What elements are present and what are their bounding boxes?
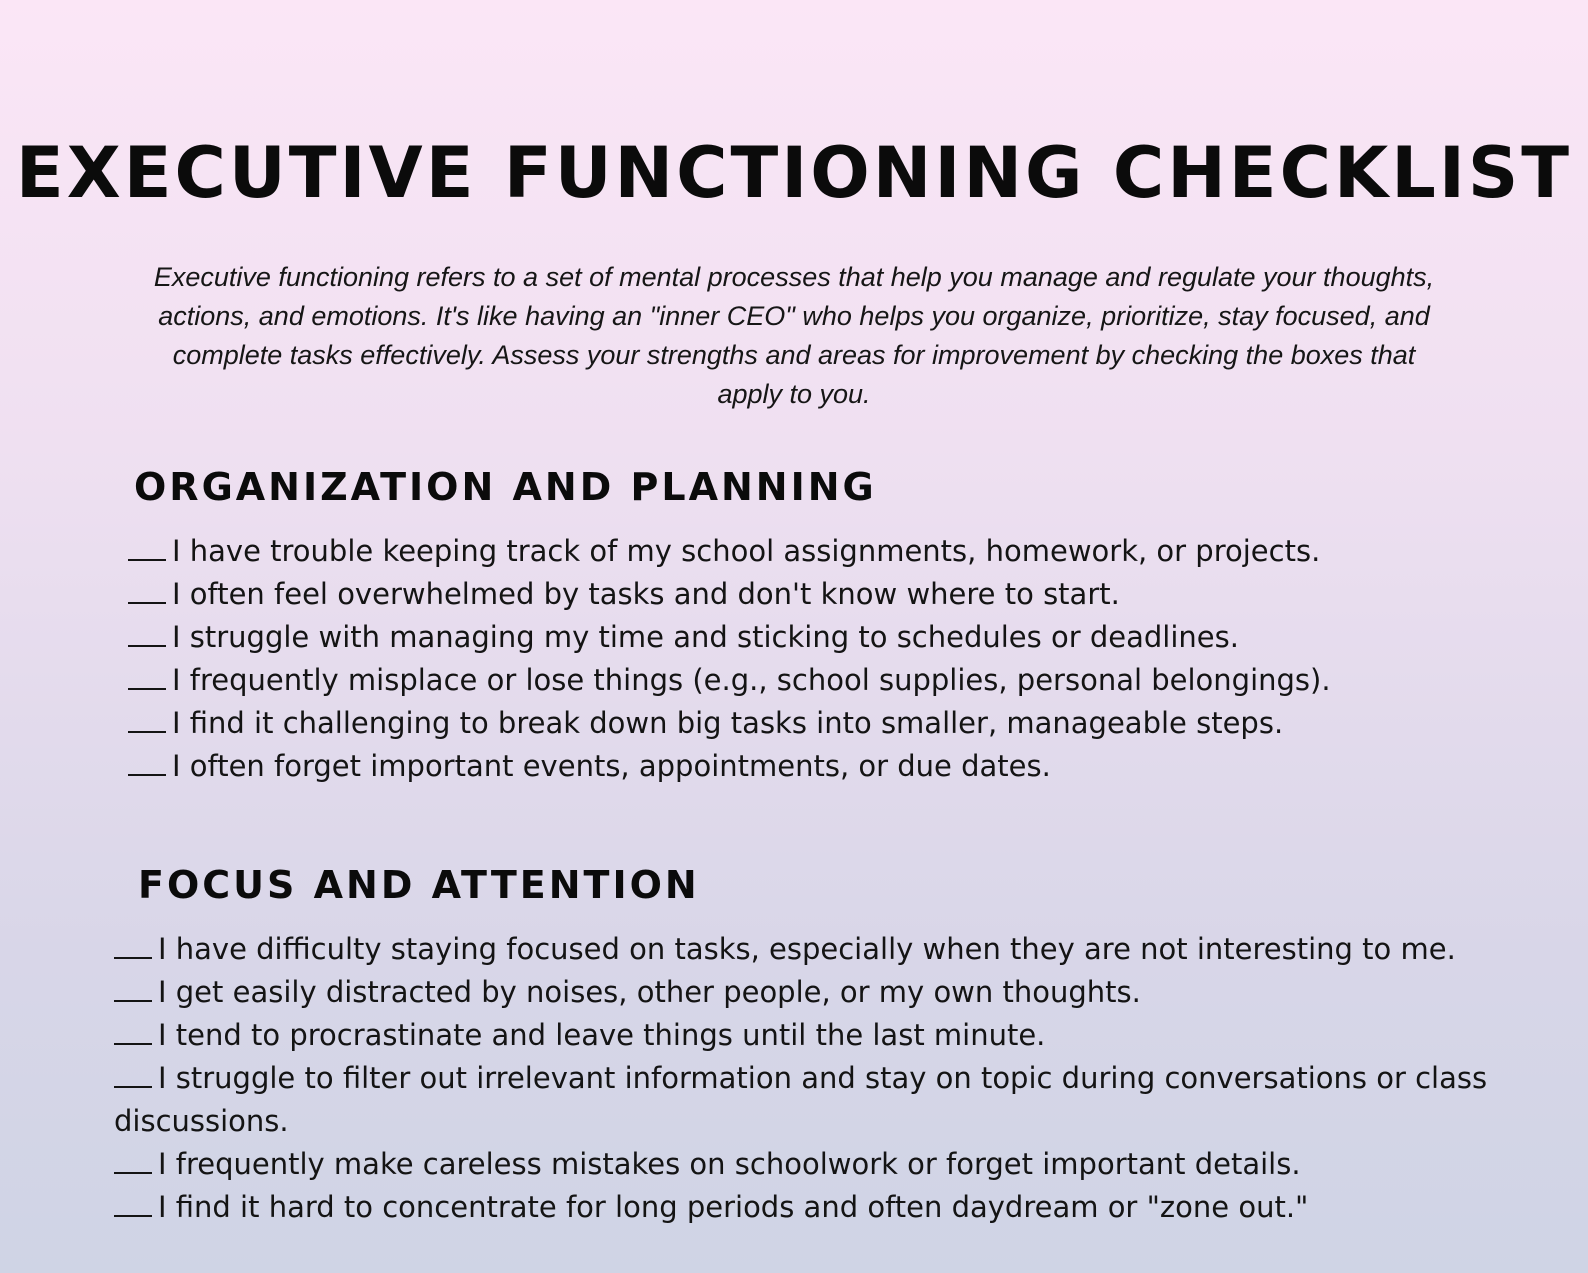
checklist-item-text: I frequently misplace or lose things (e.g., school supplies, personal belongings). bbox=[172, 663, 1331, 697]
check-blank[interactable] bbox=[128, 559, 166, 561]
checklist-item[interactable] bbox=[114, 971, 1554, 1014]
checklist-item[interactable] bbox=[128, 659, 1548, 702]
checklist-item-text: I find it hard to concentrate for long periods and often daydream or "zone out." bbox=[158, 1190, 1309, 1224]
checklist-item[interactable] bbox=[114, 1057, 1554, 1143]
checklist-item[interactable] bbox=[128, 573, 1548, 616]
checklist-item[interactable] bbox=[114, 1186, 1554, 1229]
checklist-item[interactable] bbox=[114, 1143, 1554, 1186]
check-blank[interactable] bbox=[114, 1172, 152, 1174]
checklist-item-text: I often forget important events, appointments, or due dates. bbox=[172, 749, 1051, 783]
checklist-item-text: I get easily distracted by noises, other people, or my own thoughts. bbox=[158, 975, 1141, 1009]
check-blank[interactable] bbox=[114, 1043, 152, 1045]
checklist-item-text: I tend to procrastinate and leave things until the last minute. bbox=[158, 1018, 1046, 1052]
check-blank[interactable] bbox=[128, 774, 166, 776]
checklist-item[interactable] bbox=[128, 745, 1548, 788]
check-blank[interactable] bbox=[114, 1215, 152, 1217]
section-heading-focus: FOCUS AND ATTENTION bbox=[138, 863, 700, 907]
checklist-item[interactable] bbox=[128, 530, 1548, 573]
checklist-item-text: I have difficulty staying focused on tasks, especially when they are not interesting to me. bbox=[158, 932, 1456, 966]
checklist-item-text: I have trouble keeping track of my school assignments, homework, or projects. bbox=[172, 534, 1321, 568]
checklist-item[interactable] bbox=[128, 616, 1548, 659]
check-blank[interactable] bbox=[128, 602, 166, 604]
section-heading-organization: ORGANIZATION AND PLANNING bbox=[134, 465, 877, 509]
check-blank[interactable] bbox=[114, 1086, 152, 1088]
checklist-item-text: I frequently make careless mistakes on schoolwork or forget important details. bbox=[158, 1147, 1301, 1181]
checklist-item[interactable] bbox=[114, 928, 1554, 971]
page-title: EXECUTIVE FUNCTIONING CHECKLIST bbox=[15, 132, 1573, 214]
checklist-item[interactable] bbox=[128, 702, 1548, 745]
checklist-item[interactable] bbox=[114, 1014, 1554, 1057]
checklist-item-text: I often feel overwhelmed by tasks and don't know where to start. bbox=[172, 577, 1120, 611]
checklist-focus bbox=[114, 928, 1554, 1229]
checklist-item-text: I struggle to filter out irrelevant information and stay on topic during conversations or class discussions. bbox=[114, 1061, 1488, 1138]
check-blank[interactable] bbox=[114, 957, 152, 959]
check-blank[interactable] bbox=[128, 688, 166, 690]
checklist-item-text: I struggle with managing my time and sticking to schedules or deadlines. bbox=[172, 620, 1239, 654]
checklist-organization bbox=[128, 530, 1548, 788]
check-blank[interactable] bbox=[128, 731, 166, 733]
checklist-item-text: I find it challenging to break down big tasks into smaller, manageable steps. bbox=[172, 706, 1284, 740]
check-blank[interactable] bbox=[114, 1000, 152, 1002]
intro-paragraph: Executive functioning refers to a set of mental processes that help you manage and regulate your thoughts, actions, and emotions. It's like having an "inner CEO" who helps you organize, prioritize, stay focused, and complete tasks effectively. Assess your strengths and areas for improvement by checking the boxes that apply to you. bbox=[153, 262, 1435, 409]
check-blank[interactable] bbox=[128, 645, 166, 647]
